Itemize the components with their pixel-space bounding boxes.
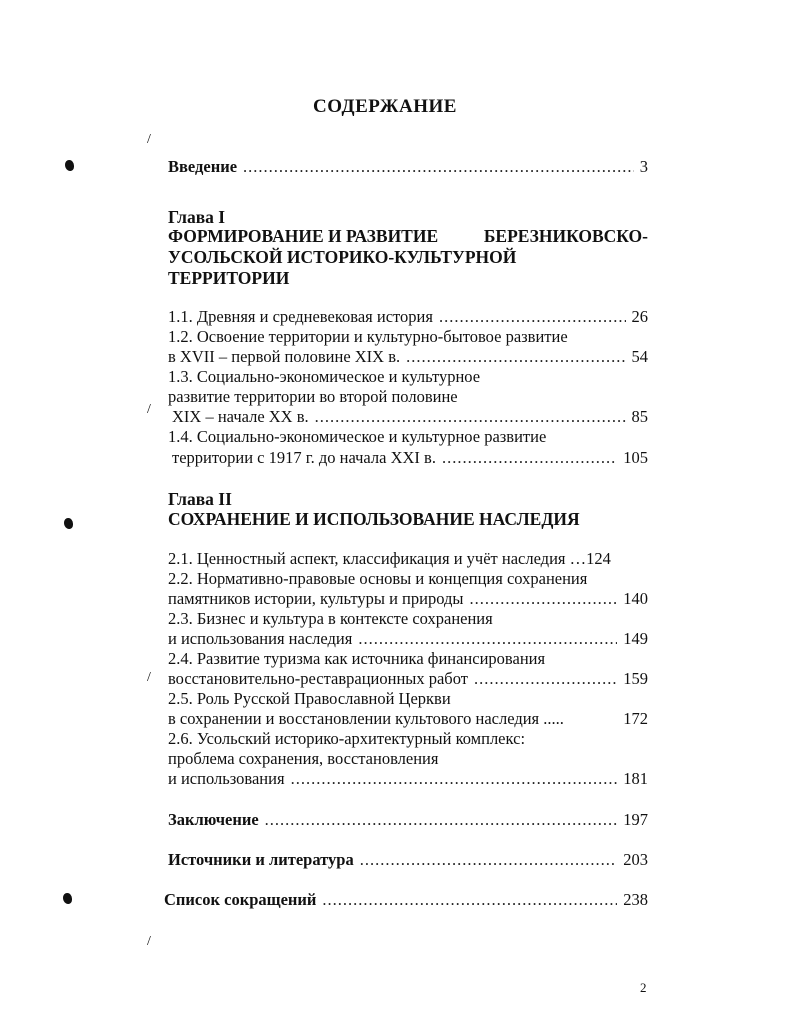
toc-entry-text: и использования — [168, 769, 285, 788]
toc-entry-intro — [168, 157, 648, 177]
punch-hole-icon — [63, 893, 72, 904]
page-number: 2 — [640, 980, 647, 995]
toc-entry-label: Источники и литература — [168, 850, 354, 869]
toc-entry-abbreviations — [164, 890, 648, 910]
scan-mark-icon: / — [147, 934, 151, 949]
toc-entry-sources — [168, 850, 648, 870]
toc-entry-2-5 — [168, 709, 648, 729]
toc-entry-text: восстановительно-реставрационных работ — [168, 669, 468, 688]
toc-page-number: 124 — [586, 549, 611, 568]
leader-dots — [265, 810, 618, 830]
toc-page-number: 3 — [639, 157, 648, 176]
leader-dots — [291, 769, 618, 789]
toc-page-number: 159 — [623, 669, 648, 688]
toc-entry-text: в XVII – первой половине XIX в. — [168, 347, 401, 366]
toc-entry-2-5-line1: 2.5. Роль Русской Православной Церкви — [168, 689, 451, 708]
scan-mark-icon: / — [147, 132, 151, 147]
toc-entry-text: территории с 1917 г. до начала XXI в. — [172, 448, 436, 467]
scan-mark-icon: / — [147, 670, 151, 685]
toc-entry-label: Заключение — [168, 810, 259, 829]
toc-entry-2-3-line1: 2.3. Бизнес и культура в контексте сохранения — [168, 609, 493, 628]
leader-dots — [315, 407, 626, 427]
toc-entry-label: Список сокращений — [164, 890, 317, 909]
toc-entry-2-6-line2: проблема сохранения, восстановления — [168, 749, 439, 768]
toc-entry-1-3-line1: 1.3. Социально-экономическое и культурное — [168, 367, 481, 386]
toc-page-number: 140 — [623, 589, 648, 608]
toc-entry-1-4-line1: 1.4. Социально-экономическое и культурное развитие — [168, 427, 547, 446]
leader-dots — [442, 448, 617, 468]
leader-dots — [243, 157, 634, 177]
chapter1-title-line1 — [168, 226, 648, 247]
chapter1-label: Глава I — [168, 207, 226, 227]
toc-page-number: 172 — [623, 709, 648, 728]
toc-page-number: 203 — [623, 850, 648, 869]
chapter1-title-line3: ТЕРРИТОРИИ — [168, 268, 290, 288]
toc-entry-text: в сохранении и восстановлении культового наследия ..... — [168, 709, 564, 728]
toc-entry-2-3 — [168, 629, 648, 649]
toc-entry-2-6 — [168, 769, 648, 789]
toc-entry-text: XIX – начале XX в. — [172, 407, 309, 426]
leader-dots — [474, 669, 617, 689]
toc-entry-1-1 — [168, 307, 648, 327]
toc-entry-2-2-line1: 2.2. Нормативно-правовые основы и концепция сохранения — [168, 569, 588, 588]
toc-entry-2-2 — [168, 589, 648, 609]
toc-page-number: 197 — [623, 810, 648, 829]
punch-hole-icon — [65, 160, 74, 171]
leader-dots — [406, 347, 625, 367]
toc-page-number: 181 — [623, 769, 648, 788]
toc-page-number: 85 — [631, 407, 648, 426]
toc-page-number: 26 — [631, 307, 648, 326]
toc-entry-2-4 — [168, 669, 648, 689]
toc-entry-text: и использования наследия — [168, 629, 353, 648]
leader-dots — [469, 589, 617, 609]
page-title: СОДЕРЖАНИЕ — [313, 96, 457, 117]
scan-mark-icon: / — [147, 402, 151, 417]
punch-hole-icon — [64, 518, 73, 529]
leader-dots — [439, 307, 626, 327]
toc-entry-1-3 — [172, 407, 648, 427]
leader-dots — [358, 629, 617, 649]
toc-entry-text: 1.1. Древняя и средневековая история — [168, 307, 433, 326]
chapter1-title-right: БЕРЕЗНИКОВСКО- — [483, 226, 648, 246]
toc-entry-1-3-line2: развитие территории во второй половине — [168, 387, 458, 406]
leader-dots — [360, 850, 618, 870]
toc-entry-conclusion — [168, 810, 648, 830]
toc-entry-2-6-line1: 2.6. Усольский историко-архитектурный комплекс: — [168, 729, 526, 748]
leader-dots — [322, 890, 617, 910]
toc-page-number: 149 — [623, 629, 648, 648]
toc-entry-1-4 — [172, 448, 648, 468]
toc-page-number: 238 — [623, 890, 648, 909]
toc-entry-2-4-line1: 2.4. Развитие туризма как источника финансирования — [168, 649, 546, 668]
chapter2-label: Глава II — [168, 489, 232, 509]
toc-entry-text: 2.1. Ценностный аспект, классификация и учёт наследия … — [168, 549, 587, 568]
toc-entry-1-2 — [168, 347, 648, 367]
toc-entry-1-2-line1: 1.2. Освоение территории и культурно-бытовое развитие — [168, 327, 568, 346]
toc-entry-text: памятников истории, культуры и природы — [168, 589, 464, 608]
toc-entry-2-1 — [168, 549, 648, 569]
chapter1-title-left: ФОРМИРОВАНИЕ И РАЗВИТИЕ — [168, 226, 439, 246]
chapter2-title: СОХРАНЕНИЕ И ИСПОЛЬЗОВАНИЕ НАСЛЕДИЯ — [168, 509, 580, 529]
toc-page-number: 105 — [623, 448, 648, 467]
toc-entry-label: Введение — [168, 157, 238, 176]
chapter1-title-line2: УСОЛЬСКОЙ ИСТОРИКО-КУЛЬТУРНОЙ — [168, 247, 517, 267]
toc-page-number: 54 — [631, 347, 648, 366]
